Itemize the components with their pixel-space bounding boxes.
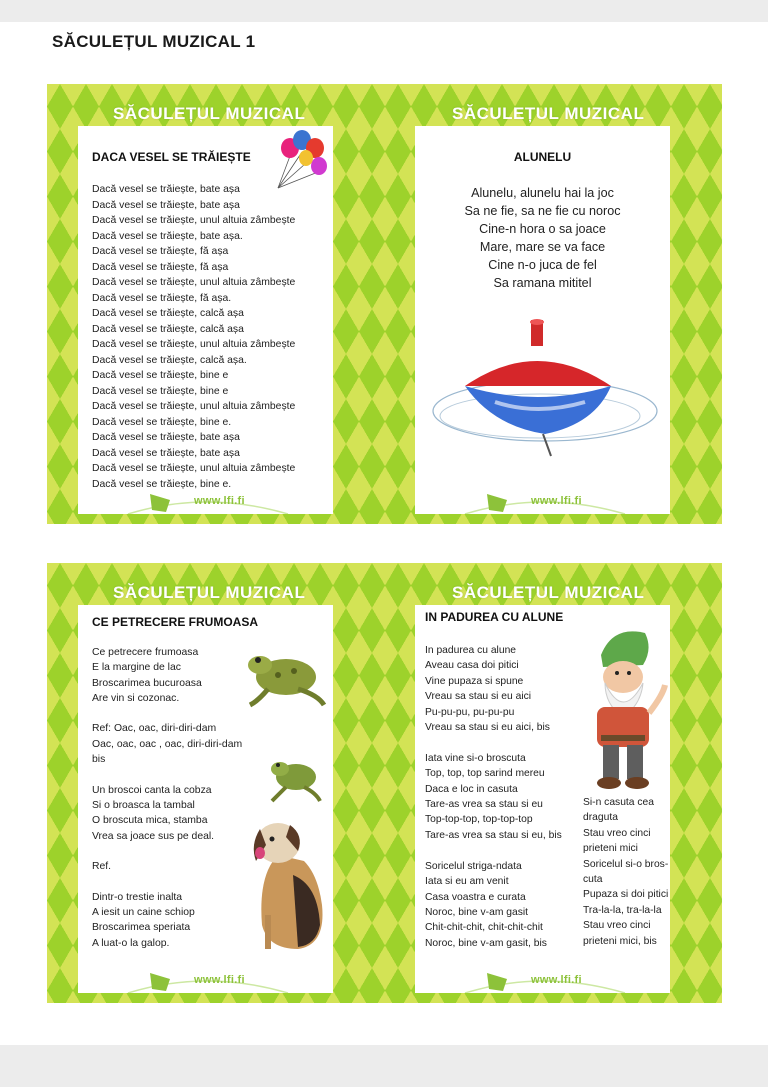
lyric-line: Pupaza si doi pitici — [583, 889, 669, 901]
sheet-bottom — [47, 563, 722, 1003]
lyric-line: Alunelu, alunelu hai la joc — [471, 186, 614, 200]
balloons-icon — [268, 126, 332, 196]
lyric-line: Chit-chit-chit, chit-chit-chit — [425, 922, 543, 934]
lyric-line: Sa ramana mititel — [493, 276, 592, 290]
lyric-line: Dintr-o trestie inalta — [92, 891, 183, 903]
lyric-line: Sa ne fie, sa ne fie cu noroc — [464, 204, 621, 218]
card-header-1: SĂCULEȚUL MUZICAL — [113, 104, 306, 123]
lyric-line: Dacă vesel se trăiește, unul altuia zâmbește — [92, 463, 296, 474]
lyric-line: Vrea sa joace sus pe deal. — [92, 830, 215, 842]
lyric-line — [425, 843, 562, 858]
card-header-4: SĂCULEȚUL MUZICAL — [452, 583, 645, 602]
lyric-line: Cine n-o juca de fel — [488, 258, 597, 272]
lyric-line: Casa voastra e curata — [425, 891, 526, 903]
lyric-line: Un broscoi canta la cobza — [92, 784, 212, 796]
lyric-line: Stau vreo cinci — [583, 827, 651, 839]
dog-icon — [238, 815, 333, 955]
lyric-line: Broscarimea bucuroasa — [92, 677, 202, 689]
lyric-line: Soricelul striga-ndata — [425, 860, 522, 872]
lyrics-daca-vesel — [92, 182, 295, 492]
lyric-line: Dacă vesel se trăiește, calcă așa — [92, 323, 244, 335]
lyric-line: Ref. — [92, 861, 112, 873]
lyric-line — [92, 767, 242, 782]
lyric-line — [92, 844, 242, 859]
lyric-line: Dacă vesel se trăiește, fă așa — [92, 261, 229, 273]
lyric-line: Noroc, bine v-am gasit — [425, 906, 529, 918]
lyric-line: Iata si eu am venit — [425, 876, 509, 888]
frog-icon — [238, 645, 328, 709]
card-footer — [415, 486, 670, 514]
lyric-line: Dacă vesel se trăiește, calcă așa — [92, 308, 244, 319]
lyric-line: Tare-as vrea sa stau si eu — [425, 799, 543, 811]
lyric-line: Tare-as vrea sa stau si eu, bis — [425, 829, 562, 841]
sheet-top — [47, 84, 722, 524]
lyric-line — [92, 874, 242, 889]
lyric-line: Ce petrecere frumoasa — [92, 647, 199, 658]
card-daca-vesel — [78, 126, 333, 514]
lyric-line: Cine-n hora o sa joace — [479, 222, 606, 236]
lyric-line: A iesit un caine schiop — [92, 907, 195, 919]
lyric-line: Top-top-top, top-top-top — [425, 814, 533, 826]
lyric-line: Dacă vesel se trăiește, bine e. — [92, 478, 232, 490]
card-ce-petrecere — [78, 605, 333, 993]
lyric-line: Dacă vesel se trăiește, bine e. — [92, 416, 232, 428]
small-frog-icon — [264, 753, 324, 805]
lyric-line: Dacă vesel se trăiește, bate așa — [92, 199, 240, 211]
song-title-in-padurea: IN PADUREA CU ALUNE — [425, 610, 564, 624]
lyric-line: Vreau sa stau si eu aici — [425, 691, 532, 703]
lyrics-alunelu — [415, 184, 670, 292]
lyric-line: Dacă vesel se trăiește, bate așa. — [92, 230, 243, 242]
lyric-line: Pu-pu-pu, pu-pu-pu — [425, 706, 515, 718]
lyric-line: Dacă vesel se trăiește, unul altuia zâmbește — [92, 277, 296, 288]
lyric-line: A luat-o la galop. — [92, 937, 170, 949]
dwarf-icon — [583, 625, 669, 793]
lyric-line: O broscuta mica, stamba — [92, 815, 208, 827]
footer-url[interactable]: www.lfi.fi — [531, 974, 582, 986]
lyric-line: Tra-la-la, tra-la-la — [583, 904, 662, 916]
card-header-2: SĂCULEȚUL MUZICAL — [452, 104, 645, 123]
lyric-line: prieteni mici — [583, 843, 638, 855]
lyric-line: Soricelul si-o bros- — [583, 858, 669, 870]
lyric-line: Dacă vesel se trăiește, unul altuia zâmbește — [92, 215, 296, 226]
song-title-daca-vesel: DACA VESEL SE TRĂIEȘTE — [92, 150, 251, 164]
page-title: SĂCULEȚUL MUZICAL 1 — [52, 32, 256, 51]
lyric-line: Aveau casa doi pitici — [425, 660, 519, 672]
lyric-line: Dacă vesel se trăiește, bate așa — [92, 447, 240, 459]
lyric-line: Dacă vesel se trăiește, fă așa — [92, 246, 229, 257]
top-strip — [0, 0, 768, 22]
lyric-line: Are vin si cozonac. — [92, 692, 180, 704]
side-lyrics-in-padurea — [583, 795, 668, 949]
lyric-line: In padurea cu alune — [425, 645, 517, 656]
lyric-line: Noroc, bine v-am gasit, bis — [425, 937, 547, 949]
lyric-line: Vreau sa stau si eu aici, bis — [425, 722, 550, 734]
lyric-line: Dacă vesel se trăiește, unul altuia zâmbește — [92, 401, 296, 412]
card-footer — [415, 965, 670, 993]
lyric-line: cuta — [583, 874, 603, 886]
lyric-line: Oac, oac, oac , oac, diri-diri-dam — [92, 738, 243, 750]
lyric-line: Stau vreo cinci — [583, 920, 651, 932]
lyric-line: Mare, mare se va face — [479, 240, 606, 254]
lyric-line — [92, 706, 242, 721]
spinning-top-icon — [425, 316, 665, 466]
card-alunelu — [415, 126, 670, 514]
lyric-line: Top, top, top sarind mereu — [425, 768, 545, 780]
lyric-line: prieteni mici, bis — [583, 935, 657, 947]
footer-url[interactable]: www.lfi.fi — [531, 495, 582, 507]
song-title-alunelu: ALUNELU — [513, 150, 572, 164]
card-footer — [78, 486, 333, 514]
lyric-line: Dacă vesel se trăiește, fă așa. — [92, 292, 232, 304]
lyric-line: bis — [92, 754, 106, 766]
lyric-line: Vine pupaza si spune — [425, 675, 524, 687]
footer-url[interactable]: www.lfi.fi — [194, 974, 245, 986]
lyric-line: Dacă vesel se trăiește, calcă așa. — [92, 354, 247, 366]
lyric-line: Ref: Oac, oac, diri-diri-dam — [92, 723, 217, 735]
lyric-line: Iata vine si-o broscuta — [425, 752, 526, 764]
lyric-line: draguta — [583, 812, 618, 824]
lyric-line: Si o broasca la tambal — [92, 799, 195, 811]
lyric-line: Broscarimea speriata — [92, 922, 191, 934]
lyrics-ce-petrecere — [92, 645, 242, 951]
card-in-padurea — [415, 605, 670, 993]
lyric-line — [425, 735, 562, 750]
lyric-line: Dacă vesel se trăiește, bate așa — [92, 432, 240, 443]
footer-url[interactable]: www.lfi.fi — [194, 495, 245, 507]
card-header-3: SĂCULEȚUL MUZICAL — [113, 583, 306, 602]
lyric-line: E la margine de lac — [92, 662, 181, 674]
lyric-line: Dacă vesel se trăiește, unul altuia zâmbește — [92, 339, 296, 350]
lyric-line: Daca e loc in casuta — [425, 783, 518, 795]
card-footer — [78, 965, 333, 993]
lyric-line: Si-n casuta cea — [583, 797, 654, 808]
lyric-line: Dacă vesel se trăiește, bate așa — [92, 184, 240, 195]
lyric-line: Dacă vesel se trăiește, bine e — [92, 385, 229, 397]
song-title-ce-petrecere: CE PETRECERE FRUMOASA — [92, 615, 259, 629]
lyrics-in-padurea — [425, 643, 562, 951]
lyric-line: Dacă vesel se trăiește, bine e — [92, 370, 229, 381]
